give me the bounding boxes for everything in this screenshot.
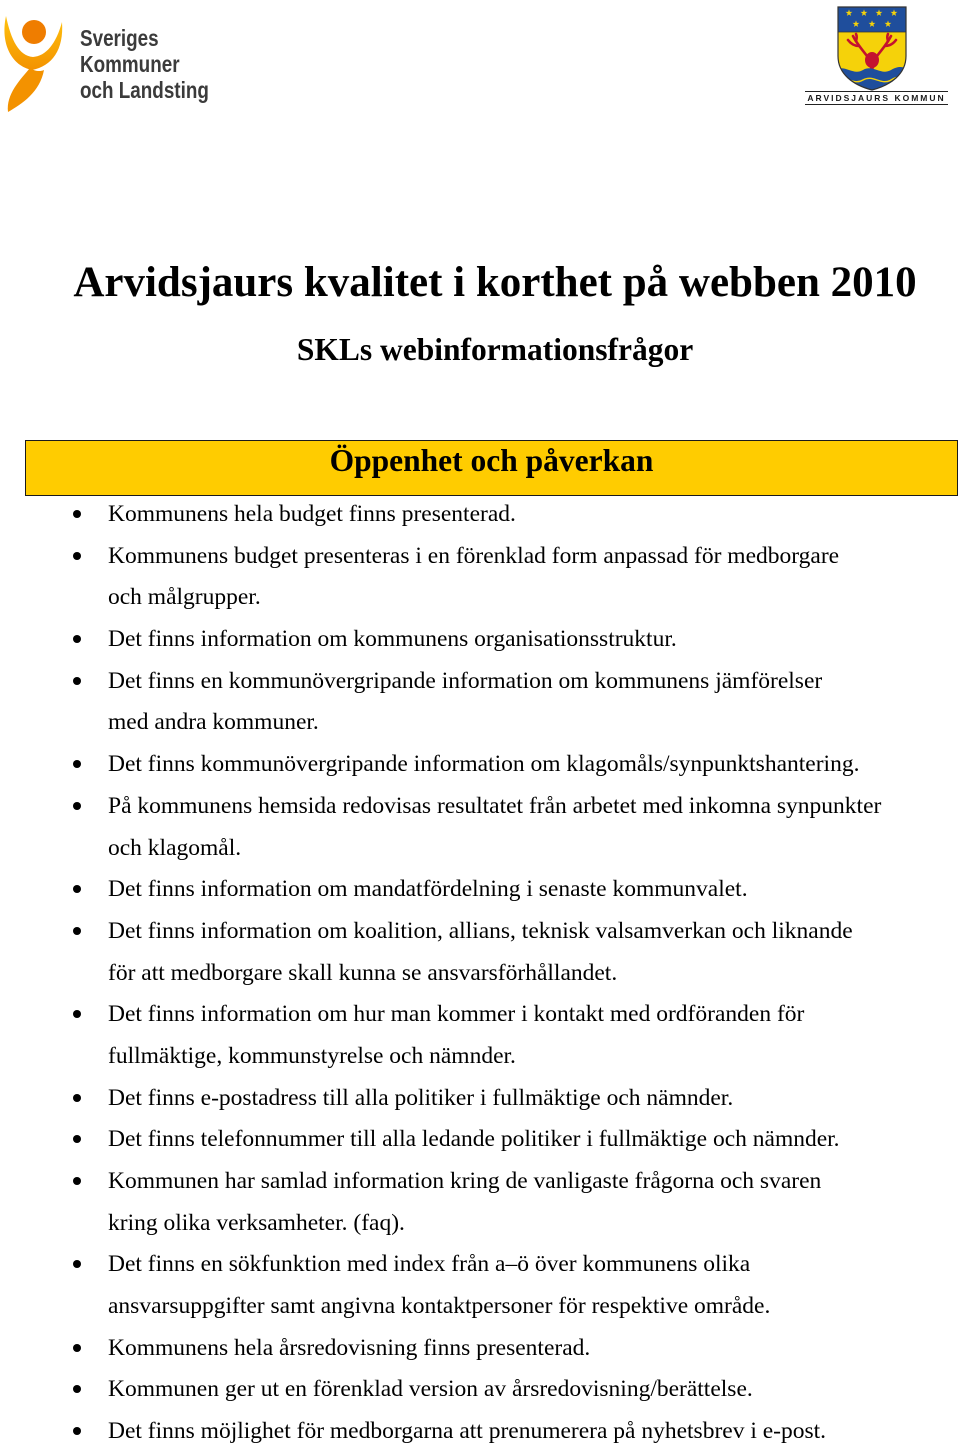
list-item [0,667,960,737]
list-item [0,1000,960,1070]
list-item-text: och klagomål. [108,834,242,861]
list-item-text: för att medborgare skall kunna se ansvarsförhållandet. [108,959,618,986]
bullet-icon [73,1344,81,1352]
bullet-icon [73,1094,81,1102]
skl-wordmark-line: Sveriges [80,25,159,51]
list-item [0,875,960,903]
list-item [0,1250,960,1320]
list-item-text: Det finns information om kommunens organisationsstruktur. [108,626,677,653]
skl-logo [0,8,220,114]
bullet-icon [73,802,81,810]
municipality-logo [800,4,952,108]
skl-figure-icon [0,10,66,114]
list-item-text: Kommunens hela årsredovisning finns presenterad. [108,1334,591,1361]
list-item [0,1334,960,1362]
bullet-icon [73,1260,81,1268]
list-item-text: Det finns en kommunövergripande information om kommunens jämförelser [108,667,823,694]
list-item-text: och målgrupper. [108,584,261,611]
list-item-text: Det finns kommunövergripande information om klagomåls/synpunktshantering. [108,751,860,778]
skl-wordmark-line: Kommuner [80,51,180,77]
list-item [0,1167,960,1237]
bullet-icon [73,1010,81,1018]
list-item-text: Det finns e-postadress till alla politiker i fullmäktige och nämnder. [108,1084,734,1111]
skl-wordmark [80,25,209,103]
list-item-text: Kommunen har samlad information kring de vanligaste frågorna och svaren [108,1168,822,1194]
list-item-text: Det finns möjlighet för medborgarna att prenumerera på nyhetsbrev i e-post. [108,1418,827,1445]
list-item [0,542,960,612]
list-item-text: Det finns information om mandatfördelning i senaste kommunvalet. [108,876,748,903]
municipality-name: ARVIDSJAURS KOMMUN [805,91,948,105]
bullet-icon [73,1385,81,1393]
list-item-text: Kommunen ger ut en förenklad version av årsredovisning/berättelse. [108,1376,753,1403]
list-item-text: Kommunens budget presenteras i en förenklad form anpassad för medborgare [108,542,840,569]
coat-of-arms-icon [835,4,909,92]
list-item-text: fullmäktige, kommunstyrelse och nämnder. [108,1042,516,1069]
bullet-icon [73,885,81,893]
bullet-icon [73,552,81,560]
bullet-icon [73,1135,81,1143]
list-item [0,1417,960,1445]
section-heading: Öppenhet och påverkan [329,443,654,478]
list-item-text: Det finns telefonnummer till alla ledande politiker i fullmäktige och nämnder. [108,1126,840,1153]
list-item-text: Det finns information om hur man kommer i kontakt med ordföranden för [108,1001,805,1028]
bullet-icon [73,927,81,935]
list-item [0,1125,960,1153]
list-item-text: Kommunens hela budget finns presenterad. [108,501,516,527]
bullet-icon [73,677,81,685]
list-item [0,500,960,528]
list-item-text: Det finns en sökfunktion med index från a–ö över kommunens olika [108,1251,751,1278]
list-item-text: kring olika verksamheter. (faq). [108,1209,405,1236]
bullet-icon [73,635,81,643]
list-item [0,1084,960,1112]
list-item [0,917,960,987]
bullet-icon [73,1427,81,1435]
list-item-text: På kommunens hemsida redovisas resultatet från arbetet med inkomna synpunkter [108,792,882,819]
skl-wordmark-line: och Landsting [80,77,209,103]
bullet-icon [73,510,81,518]
list-item-text: med andra kommuner. [108,709,319,736]
bullet-icon [73,1177,81,1185]
section-heading-box [25,440,958,496]
page-title: Arvidsjaurs kvalitet i korthet på webben 2010 [73,259,917,306]
list-item-text: Det finns information om koalition, allians, teknisk valsamverkan och liknande [108,917,853,944]
criteria-list [0,500,960,1445]
list-item [0,750,960,778]
page-subtitle: SKLs webinformationsfrågor [296,332,694,367]
list-item-text: ansvarsuppgifter samt angivna kontaktpersoner för respektive område. [108,1293,771,1320]
list-item [0,792,960,862]
list-item [0,625,960,653]
list-item [0,1375,960,1403]
bullet-icon [73,760,81,768]
